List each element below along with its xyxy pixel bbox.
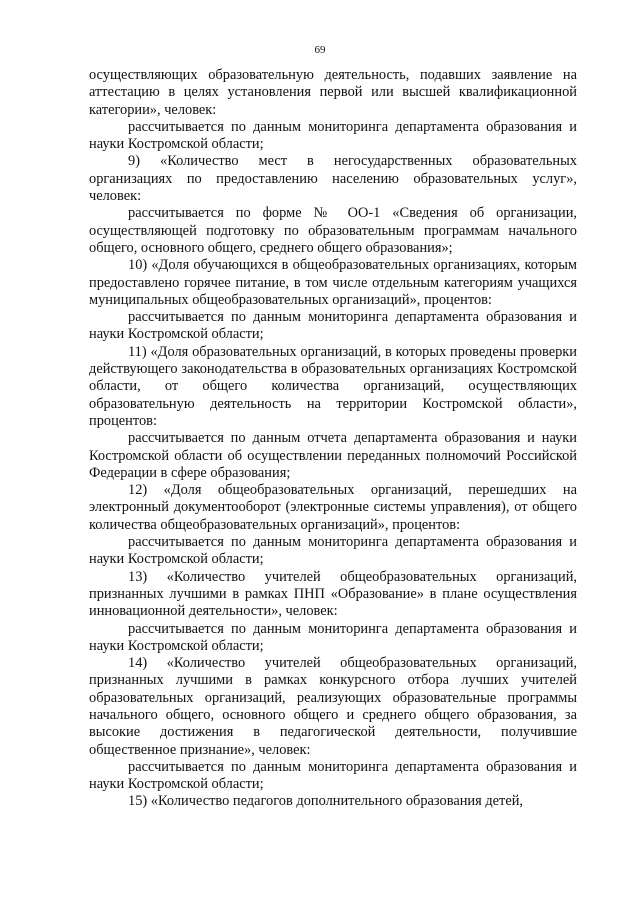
paragraph: 10) «Доля обучающихся в общеобразовательных организациях, которым предоставлено горячее питание, в том числе отдельным категориям учащихся муниципальных общеобразовательных организаций», процентов: <box>89 257 577 308</box>
paragraph: 9) «Количество мест в негосударственных образовательных организациях по предоставлению населению образовательных услуг», человек: <box>89 153 577 205</box>
paragraph: рассчитывается по данным мониторинга департамента образования и науки Костромской области; <box>89 309 577 343</box>
paragraph: рассчитывается по данным мониторинга департамента образования и науки Костромской области; <box>89 118 577 153</box>
paragraph: рассчитывается по данным отчета департамента образования и науки Костромской области об осуществлении переданных полномочий Российской Федерации в сфере образования; <box>89 430 577 481</box>
paragraph: 12) «Доля общеобразовательных организаций, перешедших на электронный документооборот (электронные системы управления), от общего количества общеобразовательных организаций», процентов: <box>89 482 577 533</box>
paragraph: 14) «Количество учителей общеобразовательных организаций, признанных лучшими в рамках конкурсного отбора лучших учителей образовательных организаций, реализующих образовательные программы начального общего, основного общего и среднего общего образования, за высокие достижения в педагогической деятельности, получившие общественное признание», человек: <box>89 655 577 758</box>
page-number: 69 <box>314 44 326 56</box>
paragraph: 13) «Количество учителей общеобразовательных организаций, признанных лучшими в рамках ПНП «Образование» в плане осуществления инновационной деятельности», человек: <box>89 568 577 620</box>
paragraph: рассчитывается по данным мониторинга департамента образования и науки Костромской области; <box>89 758 577 793</box>
paragraph: рассчитывается по форме № ОО-1 «Сведения об организации, осуществляющей подготовку по образовательным программам начального общего, основного общего, среднего общего образования»; <box>89 205 577 256</box>
paragraph: 15) «Количество педагогов дополнительного образования детей, <box>128 793 524 810</box>
paragraph: рассчитывается по данным мониторинга департамента образования и науки Костромской области; <box>89 534 577 568</box>
document-body <box>89 67 577 811</box>
paragraph: осуществляющих образовательную деятельность, подавших заявление на аттестацию в целях установления первой или высшей квалификационной категории», человек: <box>89 67 577 118</box>
paragraph: 11) «Доля образовательных организаций, в которых проведены проверки действующего законодательства в образовательных организациях Костромской области, от общего количества организаций, осуществляющих образовательную деятельность на территории Костромской области», процентов: <box>89 343 577 429</box>
paragraph: рассчитывается по данным мониторинга департамента образования и науки Костромской области; <box>89 620 577 654</box>
